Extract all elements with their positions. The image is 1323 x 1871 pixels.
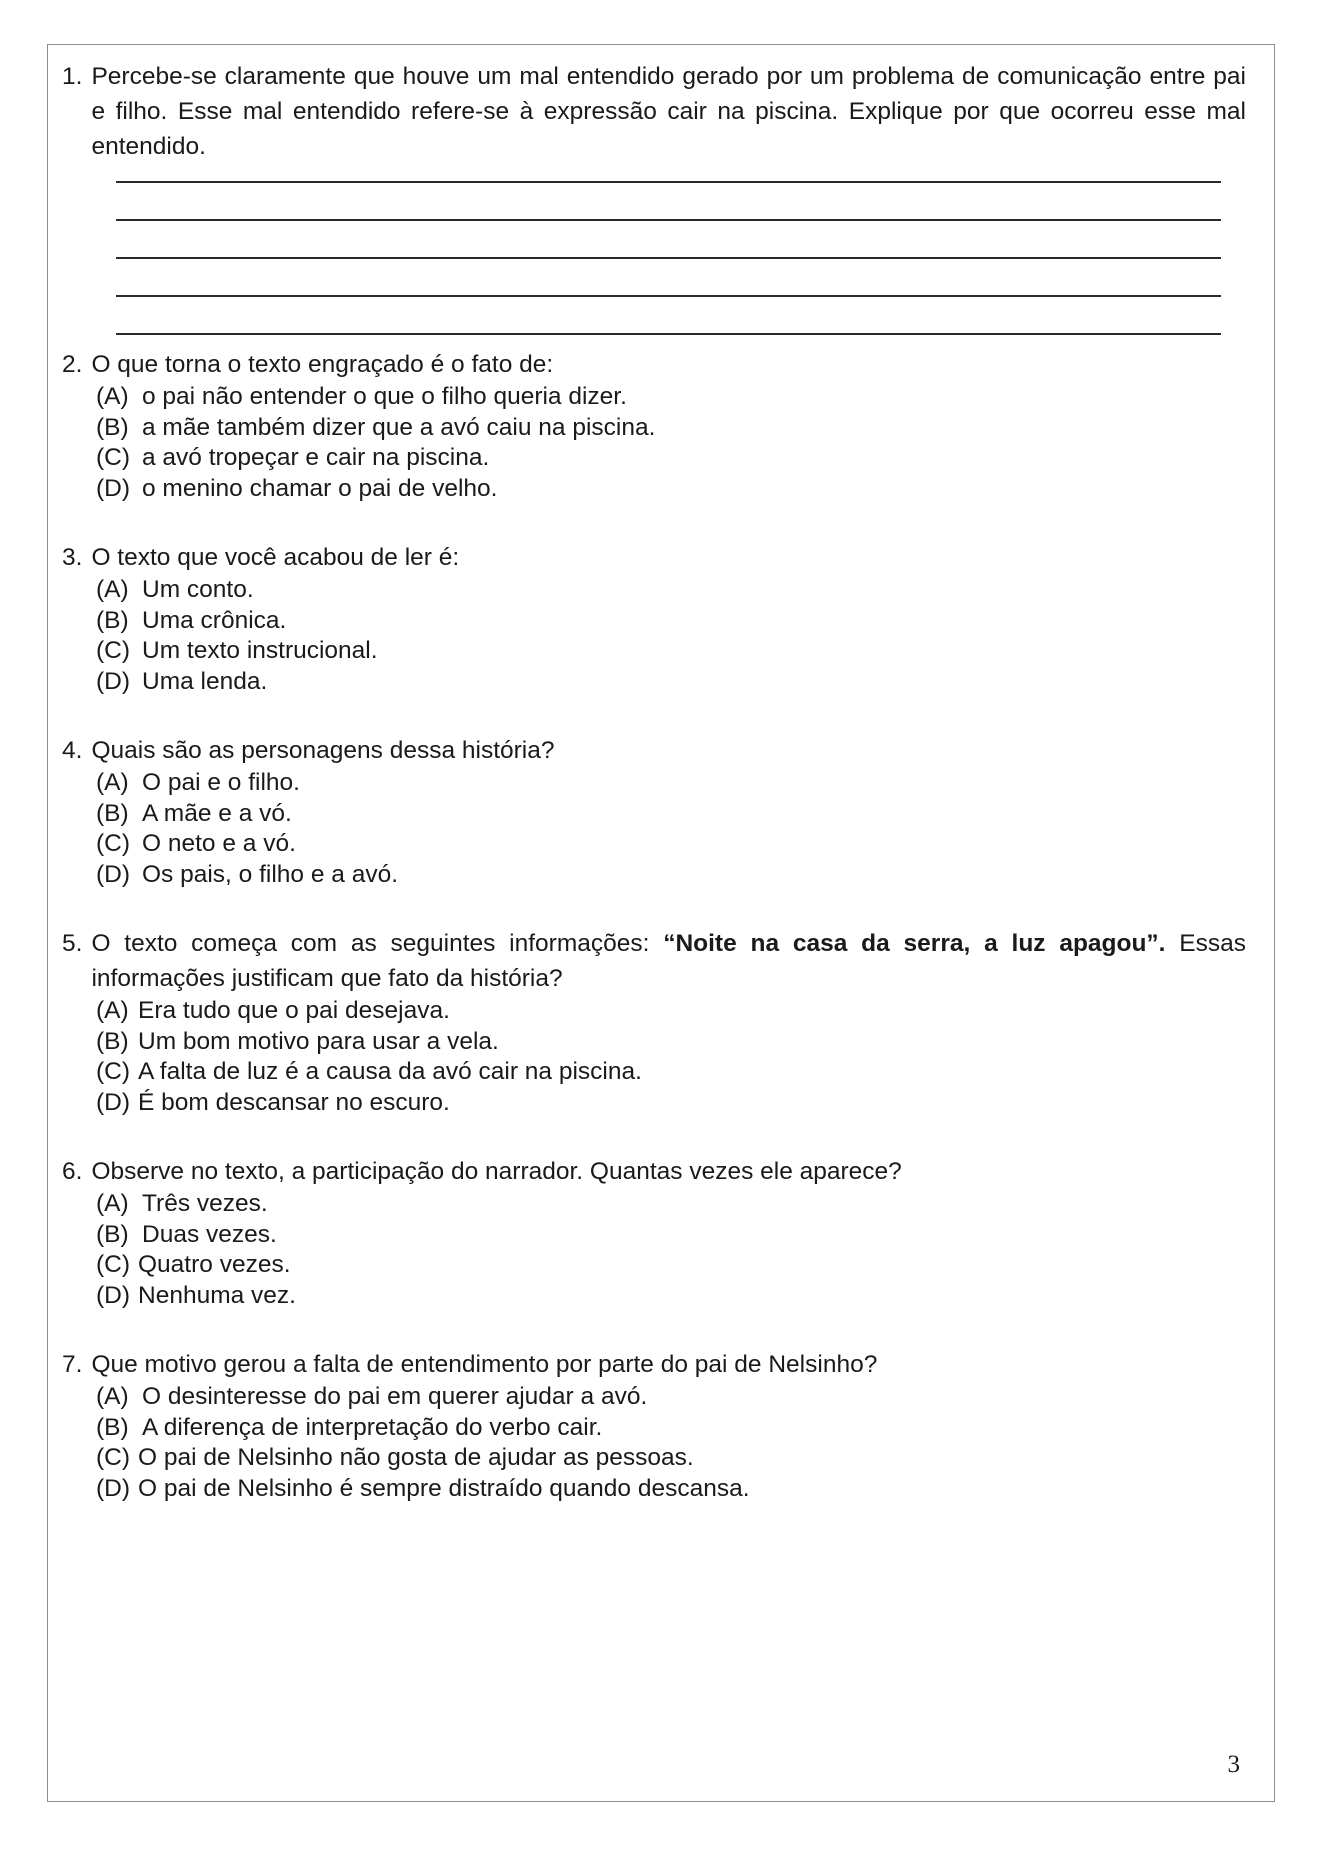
option-b-text: Duas vezes. xyxy=(142,1220,277,1248)
answer-line[interactable] xyxy=(116,219,1221,221)
question-7-options xyxy=(96,1382,1246,1504)
option-d-text: Os pais, o filho e a avó. xyxy=(142,860,399,888)
option-b-text: A mãe e a vó. xyxy=(142,799,292,827)
option-d-letter: (D) xyxy=(96,474,131,502)
option-c-text: Quatro vezes. xyxy=(138,1251,291,1278)
question-3-number: 3. xyxy=(62,544,83,571)
option-d-text: O pai de Nelsinho é sempre distraído quando descansa. xyxy=(138,1474,750,1502)
option-a[interactable] xyxy=(96,382,1246,413)
option-c-letter: (C) xyxy=(96,1058,131,1085)
question-5-number: 5. xyxy=(62,930,83,957)
question-2-row xyxy=(62,347,1246,382)
option-c[interactable] xyxy=(96,1443,1246,1474)
option-b-text: Um bom motivo para usar a vela. xyxy=(138,1027,499,1055)
question-6-row xyxy=(62,1154,1246,1189)
answer-line[interactable] xyxy=(116,257,1221,259)
question-4 xyxy=(62,733,1246,890)
option-c-text: a avó tropeçar e cair na piscina. xyxy=(142,444,490,471)
option-b[interactable] xyxy=(96,606,1246,637)
option-d-letter: (D) xyxy=(96,860,131,888)
option-a-letter: (A) xyxy=(96,1383,129,1410)
question-4-row xyxy=(62,733,1246,768)
option-c[interactable] xyxy=(96,636,1246,667)
question-7-row xyxy=(62,1347,1246,1382)
option-d-letter: (D) xyxy=(96,667,131,695)
option-c-letter: (C) xyxy=(96,1444,131,1471)
option-a-text: o pai não entender o que o filho queria dizer. xyxy=(142,383,627,410)
option-d-letter: (D) xyxy=(96,1088,131,1116)
option-b[interactable] xyxy=(96,1027,1246,1058)
option-a-text: O desinteresse do pai em querer ajudar a avó. xyxy=(142,1383,648,1410)
option-c-letter: (C) xyxy=(96,1251,131,1278)
question-1 xyxy=(62,59,1246,335)
question-5-options xyxy=(96,996,1246,1118)
question-6-options xyxy=(96,1189,1246,1311)
worksheet-content xyxy=(48,45,1274,1801)
option-c-letter: (C) xyxy=(96,830,131,857)
question-3-row xyxy=(62,540,1246,575)
question-3-text: O texto que você acabou de ler é: xyxy=(91,544,460,571)
option-c[interactable] xyxy=(96,829,1246,860)
option-b-text: a mãe também dizer que a avó caiu na piscina. xyxy=(142,413,656,441)
question-4-options xyxy=(96,768,1246,890)
question-4-text: Quais são as personagens dessa história? xyxy=(91,737,555,764)
option-b[interactable] xyxy=(96,799,1246,830)
question-5-text xyxy=(91,926,1246,996)
option-c-letter: (C) xyxy=(96,444,131,471)
option-d[interactable] xyxy=(96,474,1246,505)
question-2 xyxy=(62,347,1246,504)
question-3-options xyxy=(96,575,1246,697)
option-a-text: O pai e o filho. xyxy=(142,769,300,796)
option-c-text: O pai de Nelsinho não gosta de ajudar as pessoas. xyxy=(138,1444,694,1471)
option-b-letter: (B) xyxy=(96,606,129,634)
option-c-text: O neto e a vó. xyxy=(142,830,296,857)
option-b-letter: (B) xyxy=(96,799,129,827)
option-a[interactable] xyxy=(96,1189,1246,1220)
option-d[interactable] xyxy=(96,860,1246,891)
question-5-quote: “Noite na casa da serra, a luz apagou”. xyxy=(663,930,1166,957)
question-2-options xyxy=(96,382,1246,504)
option-c[interactable] xyxy=(96,1250,1246,1281)
option-b-letter: (B) xyxy=(96,1413,129,1441)
option-c-text: Um texto instrucional. xyxy=(142,637,378,664)
option-a-letter: (A) xyxy=(96,383,129,410)
option-a[interactable] xyxy=(96,575,1246,606)
option-b-letter: (B) xyxy=(96,1220,129,1248)
option-d[interactable] xyxy=(96,1281,1246,1312)
option-b[interactable] xyxy=(96,413,1246,444)
question-7 xyxy=(62,1347,1246,1504)
question-2-number: 2. xyxy=(62,351,83,378)
option-a-letter: (A) xyxy=(96,576,129,603)
question-5-text-before-quote: O texto começa com as seguintes informações: xyxy=(91,930,664,957)
question-7-text: Que motivo gerou a falta de entendimento por parte do pai de Nelsinho? xyxy=(91,1351,878,1378)
option-d-text: o menino chamar o pai de velho. xyxy=(142,474,498,502)
option-b[interactable] xyxy=(96,1220,1246,1251)
option-a[interactable] xyxy=(96,1382,1246,1413)
option-b-letter: (B) xyxy=(96,1027,129,1055)
question-1-answer-lines[interactable] xyxy=(116,181,1221,335)
question-6-number: 6. xyxy=(62,1158,83,1185)
question-2-text: O que torna o texto engraçado é o fato de: xyxy=(91,351,554,378)
option-d-letter: (D) xyxy=(96,1474,131,1502)
question-6-text: Observe no texto, a participação do narrador. Quantas vezes ele aparece? xyxy=(91,1158,902,1185)
worksheet-page-border xyxy=(47,44,1275,1802)
option-d-text: É bom descansar no escuro. xyxy=(138,1088,450,1116)
option-c[interactable] xyxy=(96,443,1246,474)
option-a[interactable] xyxy=(96,996,1246,1027)
option-a-text: Um conto. xyxy=(142,576,254,603)
option-b-letter: (B) xyxy=(96,413,129,441)
option-d-text: Uma lenda. xyxy=(142,667,268,695)
option-a-letter: (A) xyxy=(96,769,129,796)
option-c-text: A falta de luz é a causa da avó cair na piscina. xyxy=(138,1058,642,1085)
option-d-letter: (D) xyxy=(96,1281,131,1309)
question-3 xyxy=(62,540,1246,697)
option-c-letter: (C) xyxy=(96,637,131,664)
question-5 xyxy=(62,926,1246,1118)
option-a-text: Três vezes. xyxy=(142,1190,268,1217)
question-1-number: 1. xyxy=(62,63,83,90)
question-6 xyxy=(62,1154,1246,1311)
option-a-letter: (A) xyxy=(96,1190,129,1217)
option-b-text: Uma crônica. xyxy=(142,606,287,634)
question-1-text: Percebe-se claramente que houve um mal entendido gerado por um problema de comunicação entre pai e filho. Esse mal entendido refere-se à expressão cair na piscina. Explique por que ocorreu esse mal entendido. xyxy=(91,63,1246,160)
option-d[interactable] xyxy=(96,667,1246,698)
option-d[interactable] xyxy=(96,1474,1246,1505)
option-b[interactable] xyxy=(96,1413,1246,1444)
option-b-text: A diferença de interpretação do verbo cair. xyxy=(142,1413,603,1441)
option-a-text: Era tudo que o pai desejava. xyxy=(138,997,450,1024)
option-d[interactable] xyxy=(96,1088,1246,1119)
question-1-row xyxy=(62,59,1246,164)
question-7-number: 7. xyxy=(62,1351,83,1378)
option-d-text: Nenhuma vez. xyxy=(138,1281,296,1309)
answer-line[interactable] xyxy=(116,295,1221,297)
question-5-text-after-quote: Essas informações justificam que fato da história? xyxy=(91,930,1247,992)
option-a[interactable] xyxy=(96,768,1246,799)
option-c[interactable] xyxy=(96,1057,1246,1088)
answer-line[interactable] xyxy=(116,181,1221,183)
question-4-number: 4. xyxy=(62,737,83,764)
question-5-row xyxy=(62,926,1246,996)
page-number: 3 xyxy=(1227,1751,1240,1778)
option-a-letter: (A) xyxy=(96,997,129,1024)
